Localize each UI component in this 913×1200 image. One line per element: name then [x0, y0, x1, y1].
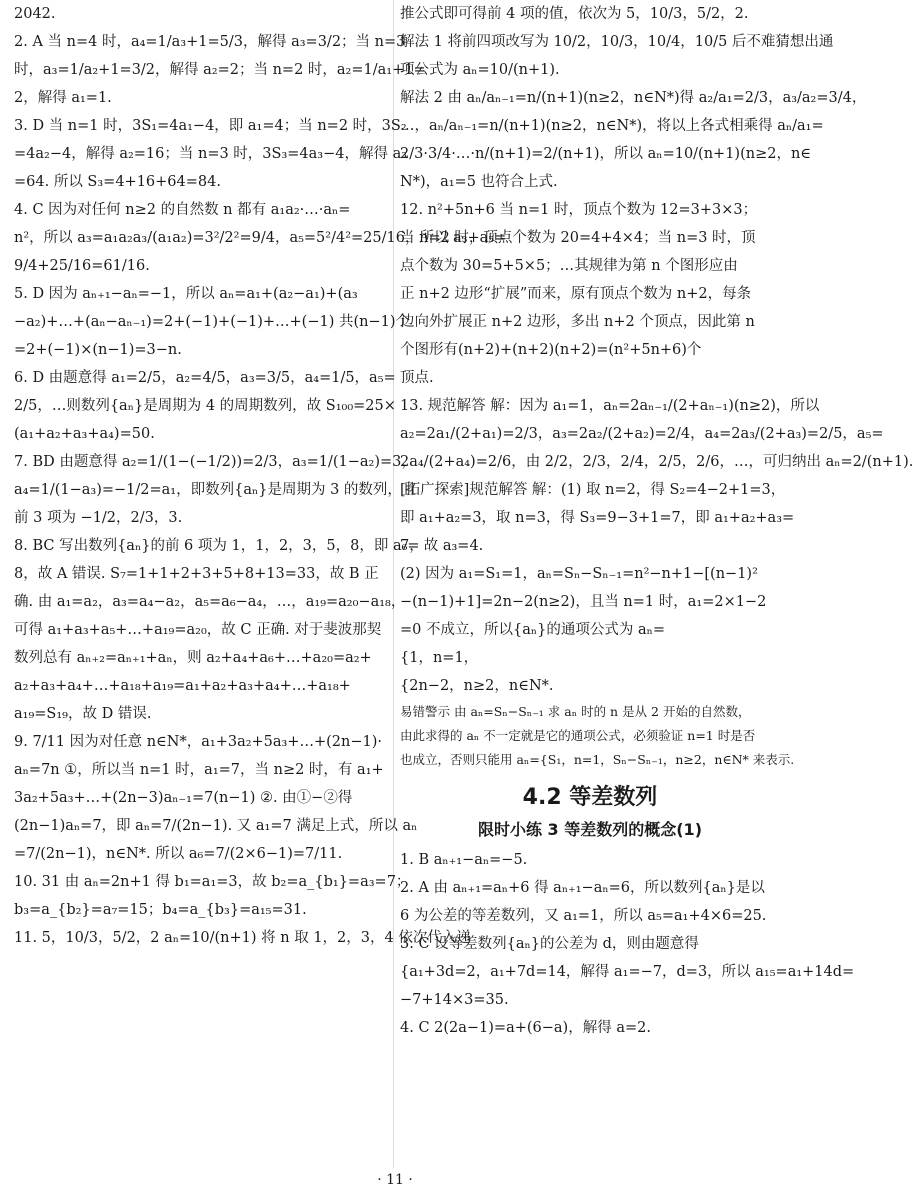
answer-line: 解法 1 将前四项改写为 10/2，10/3，10/4，10/5 后不难猜想出通 — [400, 34, 834, 50]
answer-line: 数列总有 aₙ₊₂=aₙ₊₁+aₙ，则 a₂+a₄+a₆+…+a₂₀=a₂+ — [14, 650, 372, 666]
answer-line: =2+(−1)×(n−1)=3−n. — [14, 342, 182, 358]
answer-line: n²，所以 a₃=a₁a₂a₃/(a₁a₂)=3²/2²=9/4，a₅=5²/4²=25/16，所以 a₃+a₅= — [14, 230, 507, 246]
answer-line: 2a₄/(2+a₄)=2/6，由 2/2，2/3，2/4，2/5，2/6，…，可归纳出 aₙ=2/(n+1). — [400, 454, 913, 470]
note-line: 也成立，否则只能用 aₙ={S₁，n=1，Sₙ−Sₙ₋₁，n≥2，n∈N* 来表示. — [400, 752, 795, 767]
answer-line: 确. 由 a₁=a₂，a₃=a₄−a₂，a₅=a₆−a₄，…，a₁₉=a₂₀−a₁₈， — [14, 594, 406, 610]
answer-line: −7+14×3=35. — [400, 992, 509, 1008]
answer-line: 9/4+25/16=61/16. — [14, 258, 150, 274]
answer-line: {1，n=1， — [400, 650, 479, 666]
answer-line: (2n−1)aₙ=7，即 aₙ=7/(2n−1). 又 a₁=7 满足上式，所以 aₙ — [14, 818, 418, 834]
note-line: 由此求得的 aₙ 不一定就是它的通项公式，必须验证 n=1 时是否 — [400, 728, 756, 743]
subsection-title: 限时小练 3 等差数列的概念(1) — [477, 820, 703, 839]
answer-line: aₙ=7n ①，所以当 n=1 时，a₁=7，当 n≥2 时，有 a₁+ — [14, 762, 384, 778]
answers-section-new — [400, 846, 855, 1042]
answer-line: a₂+a₃+a₄+…+a₁₈+a₁₉=a₁+a₂+a₃+a₄+…+a₁₈+ — [14, 678, 351, 694]
answer-line: 3. D 当 n=1 时，3S₁=4a₁−4，即 a₁=4；当 n=2 时，3S₂ — [14, 118, 407, 134]
answer-line: 1. B aₙ₊₁−aₙ=−5. — [400, 852, 528, 868]
answer-line: −a₂)+…+(aₙ−aₙ₋₁)=2+(−1)+(−1)+…+(−1) 共(n−1)个 — [14, 314, 411, 330]
answer-line: 推公式即可得前 4 项的值，依次为 5，10/3，5/2，2. — [400, 6, 749, 22]
answer-line: 2/3·3/4·…·n/(n+1)=2/(n+1)，所以 aₙ=10/(n+1)(n≥2，n∈ — [400, 146, 812, 162]
answer-line: =64. 所以 S₃=4+16+64=84. — [14, 174, 221, 190]
common-mistake-note — [400, 700, 795, 772]
answer-line: =4a₂−4，解得 a₂=16；当 n=3 时，3S₃=4a₃−4，解得 a₃ — [14, 146, 408, 162]
answer-line: 5. D 因为 aₙ₊₁−aₙ=−1，所以 aₙ=a₁+(a₂−a₁)+(a₃ — [14, 286, 358, 302]
answer-line: a₄=1/(1−a₃)=−1/2=a₁，即数列{aₙ}是周期为 3 的数列，且 — [14, 482, 417, 498]
answer-line: [拓广探索]规范解答 解：(1) 取 n=2，得 S₂=4−2+1=3， — [400, 482, 786, 498]
answer-line: 可得 a₁+a₃+a₅+…+a₁₉=a₂₀，故 C 正确. 对于斐波那契 — [14, 622, 382, 638]
answer-line: 4. C 2(2a−1)=a+(6−a)，解得 a=2. — [400, 1020, 651, 1036]
answer-line: 11. 5，10/3，5/2，2 aₙ=10/(n+1) 将 n 取 1，2，3，4 依次代入递 — [14, 930, 471, 946]
answer-line: 3. C 设等差数列{aₙ}的公差为 d，则由题意得 — [400, 936, 699, 952]
answer-line: 13. 规范解答 解：因为 a₁=1，aₙ=2aₙ₋₁/(2+aₙ₋₁)(n≥2)，所以 — [400, 398, 820, 414]
answer-line: 2. A 当 n=4 时，a₄=1/a₃+1=5/3，解得 a₃=3/2；当 n=3 — [14, 34, 406, 50]
note-line: 易错警示 由 aₙ=Sₙ−Sₙ₋₁ 求 aₙ 时的 n 是从 2 开始的自然数， — [400, 704, 751, 719]
answer-line: {2n−2，n≥2，n∈N*. — [400, 678, 554, 694]
answer-line: 7，故 a₃=4. — [400, 538, 484, 554]
answer-line: 12. n²+5n+6 当 n=1 时，顶点个数为 12=3+3×3； — [400, 202, 758, 218]
answer-line: 个图形有(n+2)+(n+2)(n+2)=(n²+5n+6)个 — [400, 342, 702, 358]
answer-line: 8. BC 写出数列{aₙ}的前 6 项为 1，1，2，3，5，8，即 a₆= — [14, 538, 420, 554]
answer-line: 解法 2 由 aₙ/aₙ₋₁=n/(n+1)(n≥2，n∈N*)得 a₂/a₁=2/3，a₃/a₂=3/4， — [400, 90, 867, 106]
answer-line: (2) 因为 a₁=S₁=1，aₙ=Sₙ−Sₙ₋₁=n²−n+1−[(n−1)² — [400, 566, 758, 582]
answer-line: N*)，a₁=5 也符合上式. — [400, 174, 558, 190]
answer-line: 3a₂+5a₃+…+(2n−3)aₙ₋₁=7(n−1) ②. 由①−②得 — [14, 790, 353, 806]
answer-line: 当 n=2 时，顶点个数为 20=4+4×4；当 n=3 时，顶 — [400, 230, 756, 246]
answer-line: −(n−1)+1]=2n−2(n≥2)，且当 n=1 时，a₁=2×1−2 — [400, 594, 767, 610]
answer-line: 时，a₃=1/a₂+1=3/2，解得 a₂=2；当 n=2 时，a₂=1/a₁+1= — [14, 62, 426, 78]
section-title: 4.2 等差数列 — [522, 785, 658, 810]
answer-line: 前 3 项为 −1/2，2/3，3. — [14, 510, 183, 526]
answer-line: 即 a₁+a₂=3，取 n=3，得 S₃=9−3+1=7，即 a₁+a₂+a₃= — [400, 510, 795, 526]
answer-line: 7. BD 由题意得 a₂=1/(1−(−1/2))=2/3，a₃=1/(1−a₂)=3， — [14, 454, 416, 470]
answer-line: a₂=2a₁/(2+a₁)=2/3，a₃=2a₂/(2+a₂)=2/4，a₄=2a₃/(2+a₃)=2/5，a₅= — [400, 426, 884, 442]
answer-line: 项公式为 aₙ=10/(n+1). — [400, 62, 560, 78]
answer-line: =7/(2n−1)，n∈N*. 所以 a₆=7/(2×6−1)=7/11. — [14, 846, 343, 862]
page-number: · 11 · — [377, 1172, 413, 1188]
answer-line: 2. A 由 aₙ₊₁=aₙ+6 得 aₙ₊₁−aₙ=6，所以数列{aₙ}是以 — [400, 880, 765, 896]
answer-line: 6 为公差的等差数列，又 a₁=1，所以 a₅=a₁+4×6=25. — [400, 908, 767, 924]
answer-line: 点个数为 30=5+5×5；…其规律为第 n 个图形应由 — [400, 258, 738, 274]
right-column — [400, 0, 913, 1168]
answer-line: a₁₉=S₁₉，故 D 错误. — [14, 706, 152, 722]
answer-line: 8，故 A 错误. S₇=1+1+2+3+5+8+13=33，故 B 正 — [14, 566, 379, 582]
answer-line: =0 不成立，所以{aₙ}的通项公式为 aₙ= — [400, 622, 666, 638]
answer-line: 6. D 由题意得 a₁=2/5，a₂=4/5，a₃=3/5，a₄=1/5，a₅= — [14, 370, 396, 386]
answer-line: 2/5，…则数列{aₙ}是周期为 4 的周期数列，故 S₁₀₀=25× — [14, 398, 396, 414]
answer-line: 2，解得 a₁=1. — [14, 90, 112, 106]
answer-line: {a₁+3d=2，a₁+7d=14，解得 a₁=−7，d=3，所以 a₁₅=a₁+14d= — [400, 964, 855, 980]
answer-line: 9. 7/11 因为对任意 n∈N*，a₁+3a₂+5a₃+…+(2n−1)· — [14, 734, 383, 750]
answer-line: 正 n+2 边形“扩展”而来，原有顶点个数为 n+2，每条 — [400, 286, 752, 302]
answers-section-continued — [400, 0, 913, 700]
answer-line: …，aₙ/aₙ₋₁=n/(n+1)(n≥2，n∈N*)，将以上各式相乘得 aₙ/a₁= — [400, 118, 824, 134]
answer-line: b₃=a_{b₂}=a₇=15；b₄=a_{b₃}=a₁₅=31. — [14, 902, 307, 918]
answer-line: 边向外扩展正 n+2 边形，多出 n+2 个顶点，因此第 n — [400, 314, 755, 330]
answer-line: (a₁+a₂+a₃+a₄)=50. — [14, 426, 155, 442]
answer-line: 顶点. — [400, 370, 434, 386]
answer-line: 10. 31 由 aₙ=2n+1 得 b₁=a₁=3，故 b₂=a_{b₁}=a₃=7； — [14, 874, 411, 890]
answer-line: 4. C 因为对任何 n≥2 的自然数 n 都有 a₁a₂·…·aₙ= — [14, 202, 351, 218]
answer-line: 2042. — [14, 6, 56, 22]
